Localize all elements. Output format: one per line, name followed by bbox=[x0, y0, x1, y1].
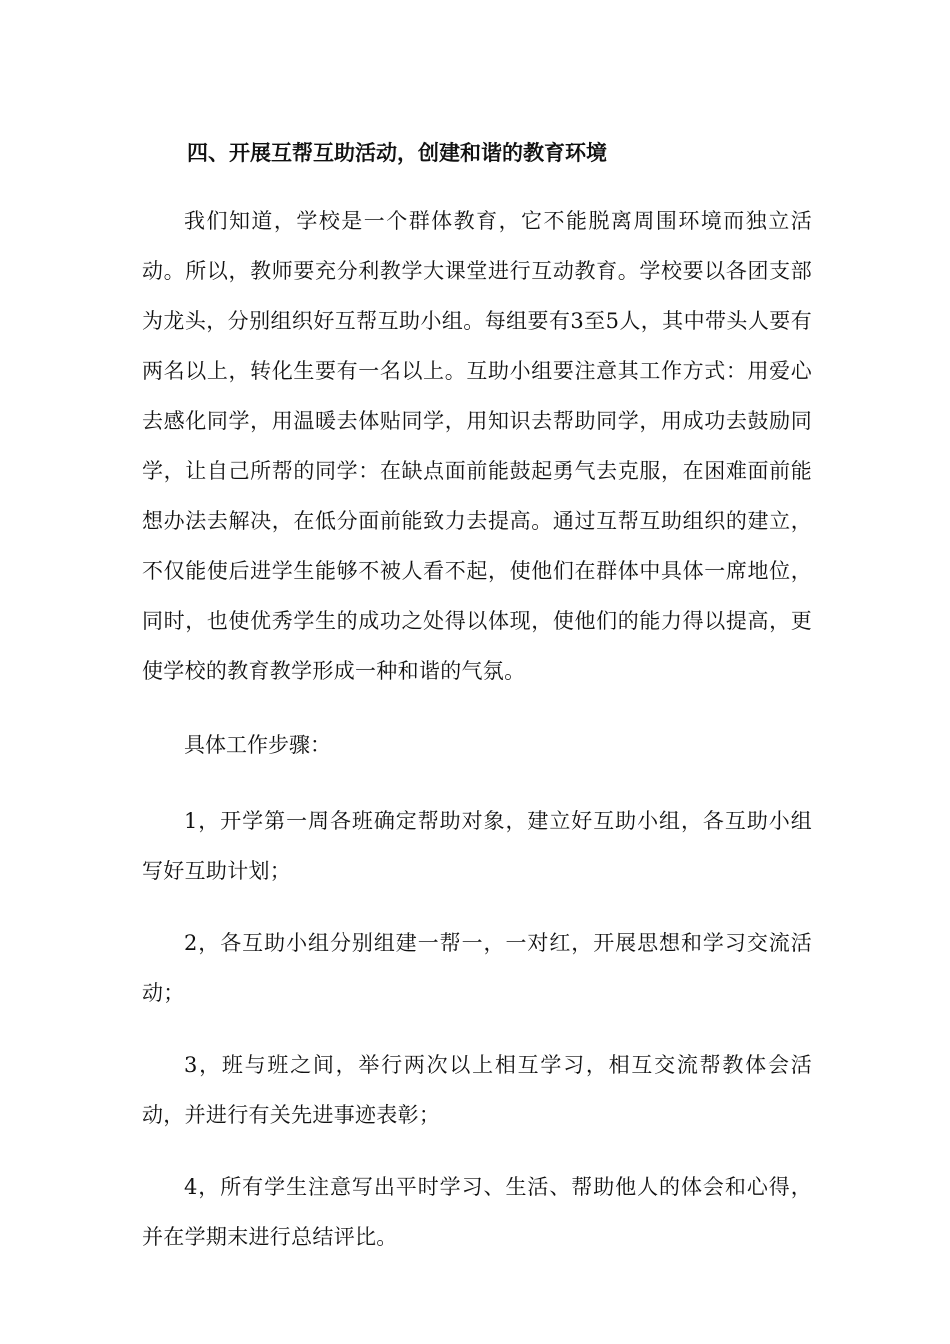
steps-title: 具体工作步骤： bbox=[184, 733, 331, 757]
intro-paragraph: 我们知道，学校是一个群体教育，它不能脱离周围环境而独立活动。所以，教师要充分利教学大课堂进行互动教育。学校要以各团支部为龙头，分别组织好互帮互助小组。每组要有3至5人，其中带头人要有两名以上，转化生要有一名以上。互助小组要注意其工作方式：用爱心去感化同学，用温暖去体贴同学，用知识去帮助同学，用成功去鼓励同学，让自己所帮的同学：在缺点面前能鼓起勇气去克服，在困难面前能想办法去解决，在低分面前能致力去提高。通过互帮互助组织的建立，不仅能使后进学生能够不被人看不起，使他们在群体中具体一席地位，同时，也使优秀学生的成功之处得以体现，使他们的能力得以提高，更使学校的教育教学形成一种和谐的气氛。 bbox=[142, 209, 812, 683]
section-heading: 四、开展互帮互助活动，创建和谐的教育环境 bbox=[187, 140, 607, 165]
step-item-3: 3，班与班之间，举行两次以上相互学习，相互交流帮教体会活动，并进行有关先进事迹表彰； bbox=[142, 1053, 812, 1127]
document-body bbox=[142, 128, 812, 1284]
step-item-1: 1，开学第一周各班确定帮助对象，建立好互助小组，各互助小组写好互助计划； bbox=[142, 809, 812, 883]
step-item-4: 4，所有学生注意写出平时学习、生活、帮助他人的体会和心得，并在学期末进行总结评比。 bbox=[142, 1175, 812, 1249]
step-item-2: 2，各互助小组分别组建一帮一，一对红，开展思想和学习交流活动； bbox=[142, 931, 812, 1005]
